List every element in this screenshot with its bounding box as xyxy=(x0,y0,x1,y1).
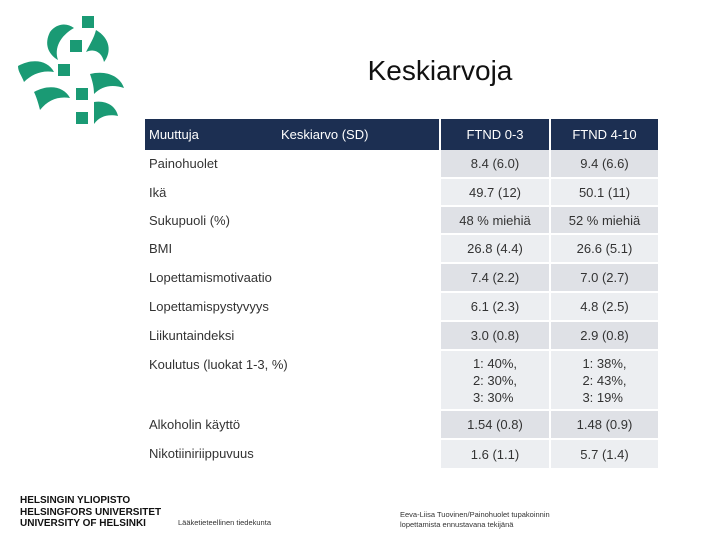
university-name-sv: HELSINGFORS UNIVERSITET xyxy=(20,506,162,518)
cell-ftnd-high: 4.8 (2.5) xyxy=(550,292,658,321)
education-line: 1: 40%, xyxy=(472,355,518,371)
row-label: BMI xyxy=(145,234,440,263)
table-row xyxy=(145,350,658,410)
row-label: Alkoholin käyttö xyxy=(145,410,440,439)
header-ftnd-low: FTND 0-3 xyxy=(440,119,550,150)
slide-title: Keskiarvoja xyxy=(367,55,513,86)
row-label: Nikotiiniriippuvuus xyxy=(145,439,440,469)
row-label: Painohuolet xyxy=(145,150,440,178)
university-name-block xyxy=(20,495,161,530)
cell-ftnd-low: 26.8 (4.4) xyxy=(440,234,550,263)
cell-ftnd-low: 7.4 (2.2) xyxy=(440,263,550,292)
table-row xyxy=(145,263,658,292)
education-line: 2: 43%, xyxy=(582,372,627,388)
cell-ftnd-high: 1.48 (0.9) xyxy=(550,410,658,439)
cell-ftnd-high: 50.1 (11) xyxy=(550,178,658,206)
cell-ftnd-low: 6.1 (2.3) xyxy=(440,292,550,321)
footer-note-line: Eeva-Liisa Tuovinen/Painohuolet tupakoinnin xyxy=(400,510,550,519)
cell-ftnd-low: 49.7 (12) xyxy=(440,178,550,206)
table-header-row xyxy=(145,119,658,150)
row-label: Liikuntaindeksi xyxy=(145,321,440,350)
cell-ftnd-high: 2.9 (0.8) xyxy=(550,321,658,350)
summary-table xyxy=(145,119,658,470)
cell-ftnd-high: 5.7 (1.4) xyxy=(550,439,658,469)
helsinki-university-flame-logo-icon xyxy=(14,14,126,130)
cell-ftnd-low: 48 % miehiä xyxy=(440,206,550,234)
cell-ftnd-low: 3.0 (0.8) xyxy=(440,321,550,350)
header-ftnd-high: FTND 4-10 xyxy=(550,119,658,150)
header-variable-cell xyxy=(145,119,440,150)
table-row xyxy=(145,292,658,321)
row-label: Sukupuoli (%) xyxy=(145,206,440,234)
education-line: 2: 30%, xyxy=(472,372,518,388)
cell-ftnd-high xyxy=(550,350,658,410)
table-row xyxy=(145,206,658,234)
row-label: Ikä xyxy=(145,178,440,206)
row-label: Koulutus (luokat 1-3, %) xyxy=(145,350,440,410)
faculty-name: Lääketieteellinen tiedekunta xyxy=(178,518,271,527)
university-name-fi: HELSINGIN YLIOPISTO xyxy=(20,495,131,506)
table-row xyxy=(145,234,658,263)
table-row xyxy=(145,410,658,439)
header-mean-sd: Keskiarvo (SD) xyxy=(281,127,369,142)
cell-ftnd-low: 1.54 (0.8) xyxy=(440,410,550,439)
education-line: 3: 19% xyxy=(582,389,623,405)
cell-ftnd-high: 52 % miehiä xyxy=(550,206,658,234)
cell-ftnd-high: 26.6 (5.1) xyxy=(550,234,658,263)
education-line: 1: 38%, xyxy=(582,355,627,371)
table-row xyxy=(145,150,658,178)
cell-ftnd-low xyxy=(440,350,550,410)
cell-ftnd-high: 9.4 (6.6) xyxy=(550,150,658,178)
footer-note-line: lopettamista ennustavana tekijänä xyxy=(400,520,514,529)
cell-ftnd-low: 1.6 (1.1) xyxy=(440,439,550,469)
university-name-en: UNIVERSITY OF HELSINKI xyxy=(20,518,146,529)
row-label: Lopettamispystyvyys xyxy=(145,292,440,321)
table-row xyxy=(145,439,658,469)
cell-ftnd-high: 7.0 (2.7) xyxy=(550,263,658,292)
table-row xyxy=(145,321,658,350)
education-line: 3: 30% xyxy=(472,389,514,405)
table-row xyxy=(145,178,658,206)
header-variable: Muuttuja xyxy=(149,127,199,142)
row-label: Lopettamismotivaatio xyxy=(145,263,440,292)
footer-author-note xyxy=(400,510,550,530)
cell-ftnd-low: 8.4 (6.0) xyxy=(440,150,550,178)
